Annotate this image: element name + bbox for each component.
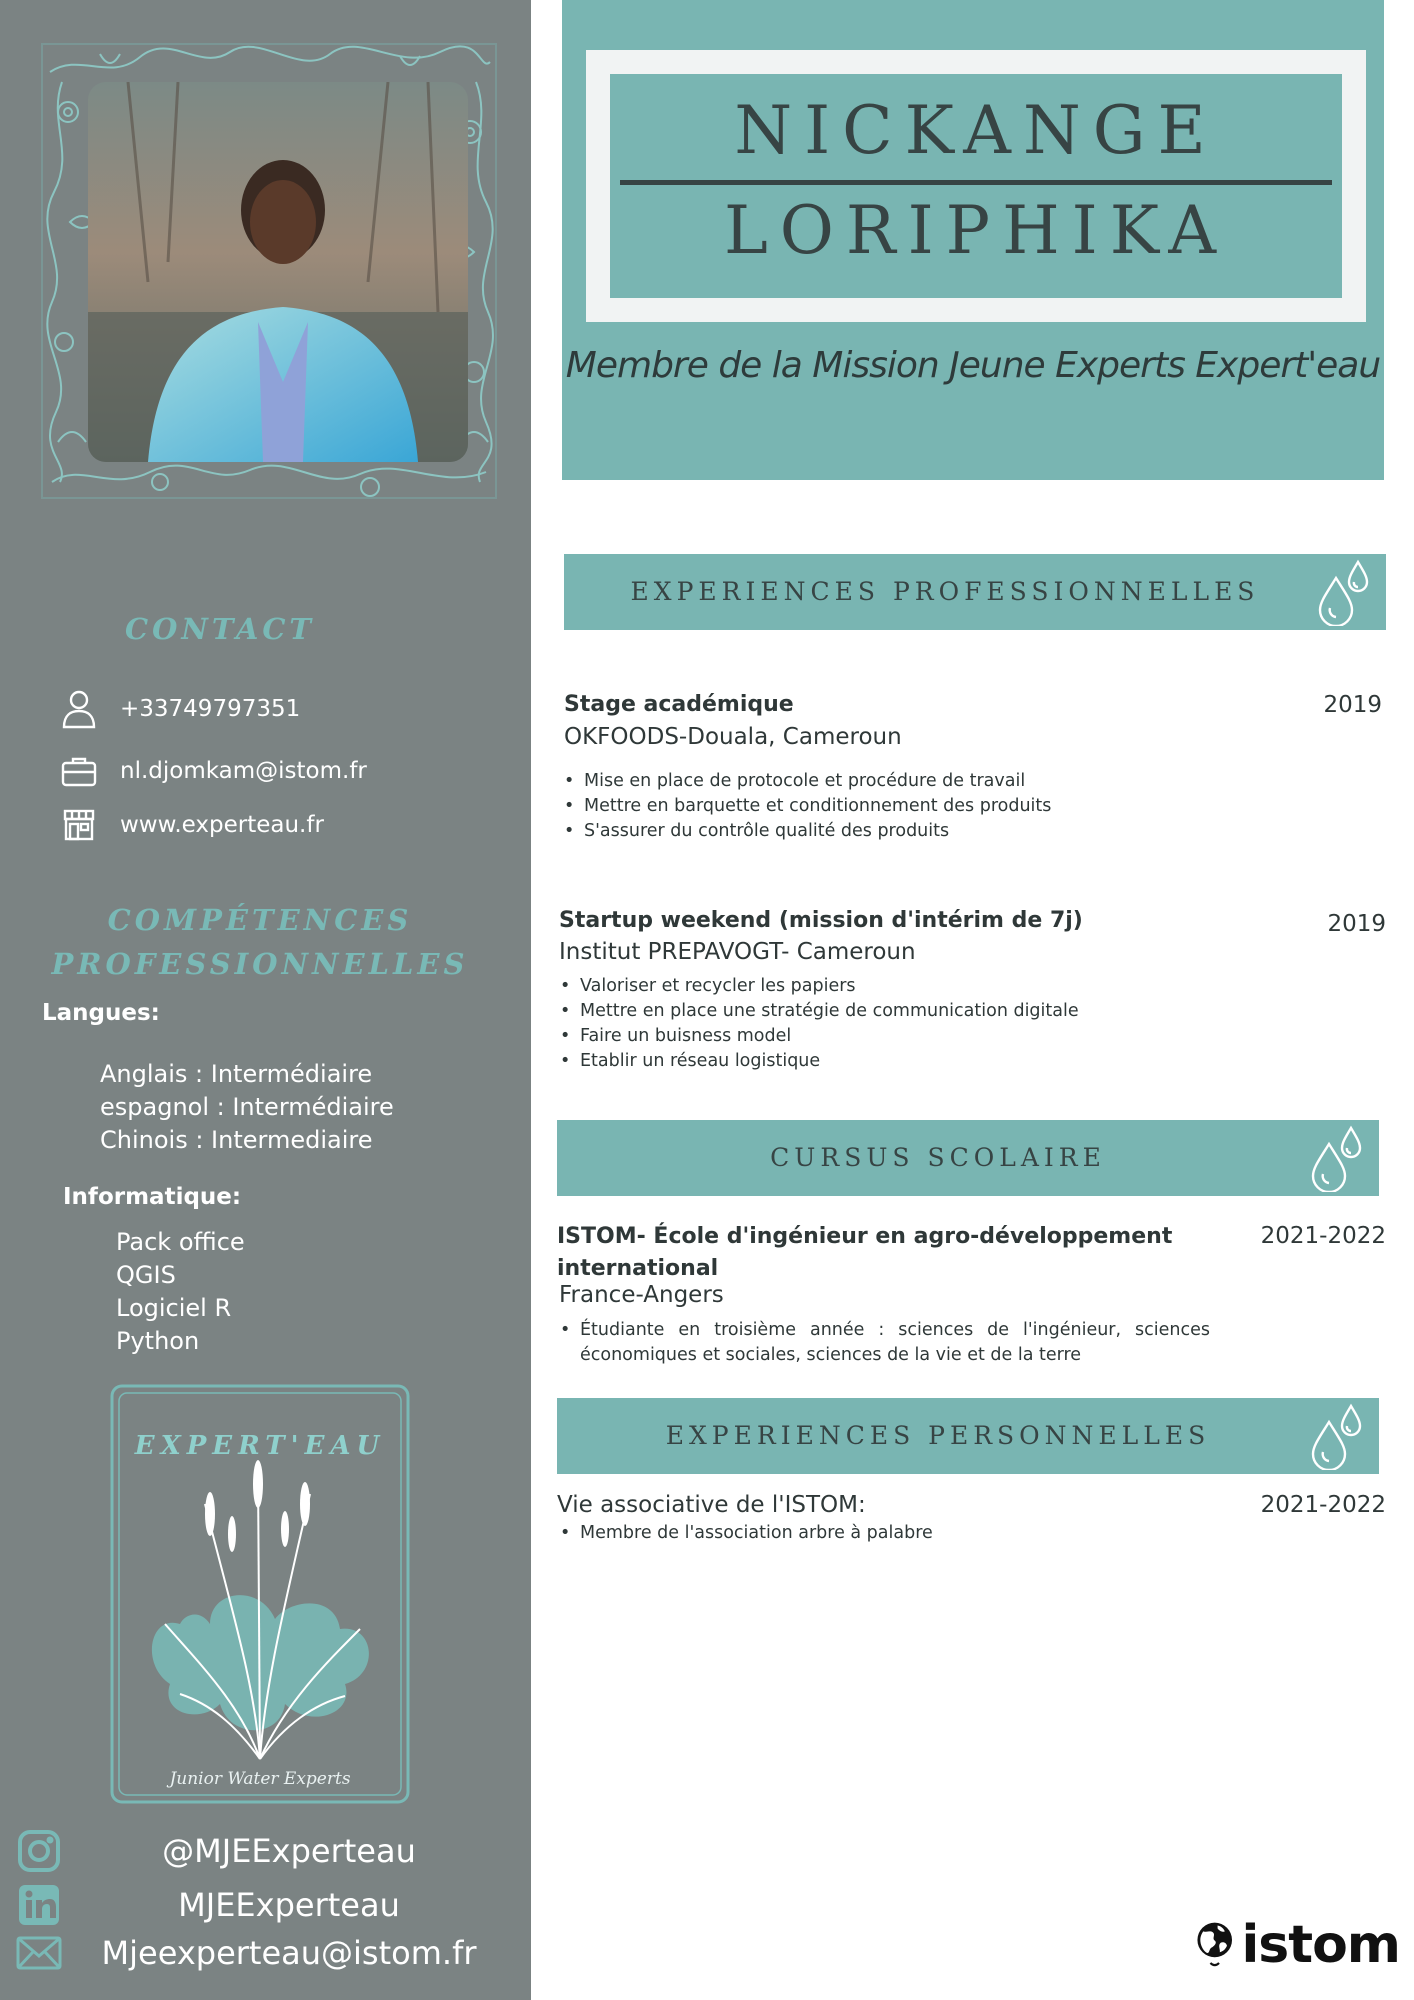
language-item: espagnol : Intermédiaire [100,1093,394,1121]
language-item: Chinois : Intermediaire [100,1126,373,1154]
globe-icon [1196,1912,1233,1978]
personal-year: 2021-2022 [1260,1492,1386,1518]
linkedin-icon [14,1880,64,1930]
contact-website[interactable] [58,804,324,846]
section-bar-education [557,1120,1379,1196]
education-place: France-Angers [559,1282,724,1308]
education-title-line1: ISTOM- École d'ingénieur en agro-développement [557,1224,1173,1249]
briefcase-icon [58,750,100,792]
experteau-logo [110,1384,410,1804]
sidebar [0,0,531,2000]
mail-address: Mjeexperteau@istom.fr [101,1934,477,1972]
experience-2-org: Institut PREPAVOGT- Cameroun [559,939,916,965]
email-text: nl.djomkam@istom.fr [120,758,367,784]
first-name: NICKANGE [734,92,1218,169]
user-icon [58,688,100,730]
skills-heading-line1: COMPÉTENCES [107,903,413,937]
mail-icon [14,1928,64,1978]
storefront-icon [58,804,100,846]
section-bar-personal-experience [557,1398,1379,1474]
list-item: • Valoriser et recycler les papiers [558,974,1258,999]
it-item: Logiciel R [116,1294,232,1322]
section-bar-pro-experience [564,554,1386,630]
social-mail[interactable] [14,1928,514,1978]
experience-1-title: Stage académique [564,692,794,717]
job-subtitle: Membre de la Mission Jeune Experts Expert'eau [565,345,1381,386]
it-item: Pack office [116,1228,245,1256]
water-drops-icon [1307,1124,1367,1192]
it-label: Informatique: [63,1184,242,1210]
contact-heading: CONTACT [124,612,315,646]
it-item: Python [116,1327,200,1355]
water-drops-icon [1314,558,1374,626]
experience-2-bullets [558,974,1258,1074]
it-list [116,1226,245,1358]
instagram-handle: @MJEExperteau [162,1832,416,1870]
education-title [557,1221,1197,1285]
personal-bullets [558,1521,1258,1546]
social-instagram[interactable] [14,1826,514,1876]
website-text: www.experteau.fr [120,812,324,838]
last-name: LORIPHIKA [723,192,1229,269]
list-item: • Etablir un réseau logistique [558,1049,1258,1074]
logo-tagline: Junior Water Experts [169,1769,351,1789]
it-item: QGIS [116,1261,176,1289]
name-divider [620,180,1332,185]
instagram-icon [14,1826,64,1876]
languages-list [100,1058,394,1157]
experience-1-year: 2019 [1323,692,1382,718]
list-item: • Faire un buisness model [558,1024,1258,1049]
skills-heading [40,898,480,986]
experience-2-title: Startup weekend (mission d'intérim de 7j) [559,908,1083,933]
name-header [562,0,1384,480]
profile-photo-frame [40,42,498,500]
experience-1-org: OKFOODS-Douala, Cameroun [564,724,902,750]
education-title-line2: international [557,1256,719,1281]
experience-1-bullets [562,769,1262,844]
profile-photo [88,82,468,462]
phone-text: +33749797351 [120,696,301,722]
contact-phone[interactable] [58,688,300,730]
education-bullets [558,1318,1210,1368]
personal-title: Vie associative de l'ISTOM: [557,1492,866,1518]
section-title: EXPERIENCES PROFESSIONNELLES [630,577,1260,606]
list-item: • Étudiante en troisième année : sciences de l'ingénieur, sciences économiques et sociales, sciences de la vie et de la terre [558,1318,1210,1368]
education-year: 2021-2022 [1260,1223,1386,1249]
list-item: • S'assurer du contrôle qualité des produits [562,819,1262,844]
list-item: • Mettre en place une stratégie de communication digitale [558,999,1258,1024]
contact-email[interactable] [58,750,367,792]
list-item: • Mise en place de protocole et procédure de travail [562,769,1262,794]
istom-wordmark: istom [1241,1915,1400,1975]
list-item: • Membre de l'association arbre à palabre [558,1521,1258,1546]
skills-heading-line2: PROFESSIONNELLES [51,947,469,981]
social-linkedin[interactable] [14,1880,514,1930]
list-item: • Mettre en barquette et conditionnement des produits [562,794,1262,819]
section-title: CURSUS SCOLAIRE [770,1143,1106,1172]
name-frame [586,50,1366,322]
linkedin-handle: MJEExperteau [178,1886,400,1924]
water-drops-icon [1307,1402,1367,1470]
languages-label: Langues: [42,1000,160,1026]
istom-logo [1196,1908,1400,1982]
logo-brand-text: EXPERT'EAU [134,1431,386,1461]
language-item: Anglais : Intermédiaire [100,1060,373,1088]
experience-2-year: 2019 [1327,911,1386,937]
section-title: EXPERIENCES PERSONNELLES [665,1421,1211,1450]
